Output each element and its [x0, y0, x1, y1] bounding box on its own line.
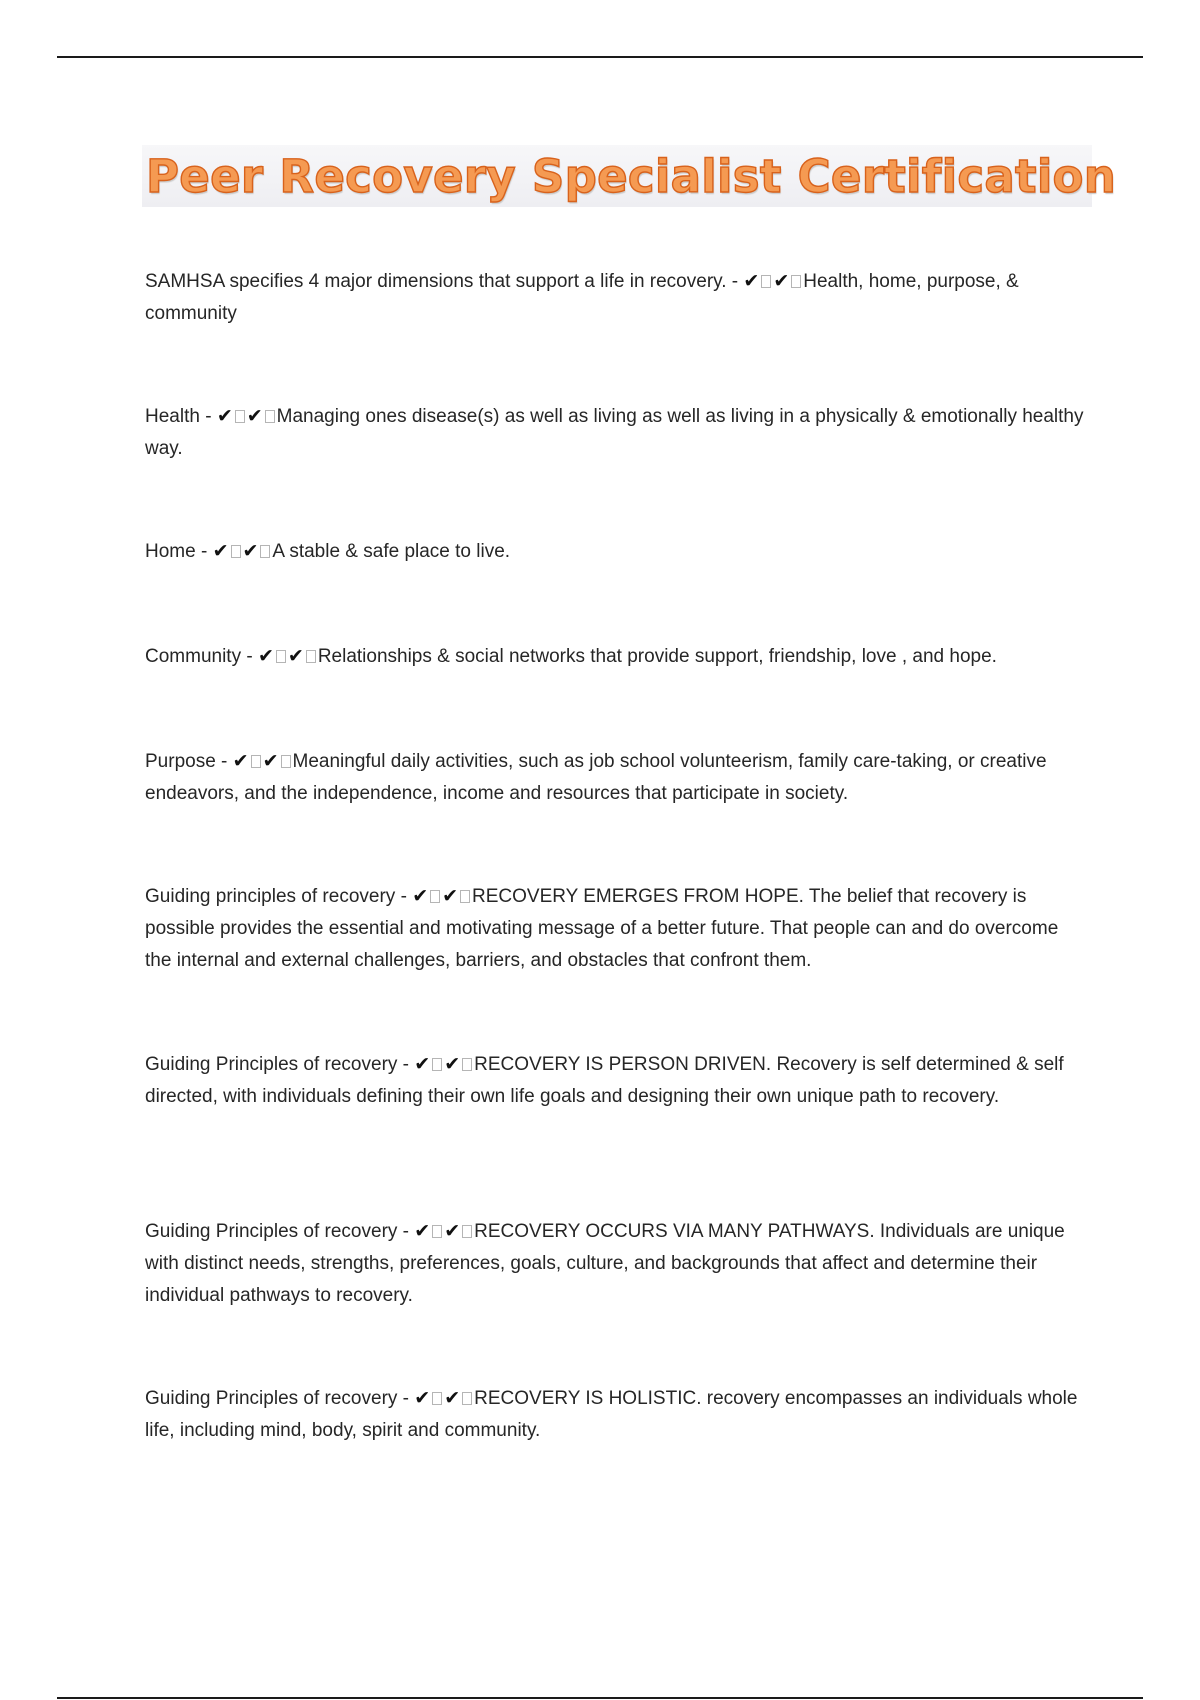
qa-term: Health: [145, 406, 200, 427]
qa-separator: -: [397, 1388, 415, 1409]
qa-separator: -: [397, 1221, 415, 1242]
qa-separator: -: [215, 751, 233, 772]
bottom-rule: [57, 1697, 1143, 1699]
box-icon: [761, 275, 771, 288]
check-icon: ✔: [444, 1220, 461, 1242]
check-icon: ✔: [412, 885, 429, 907]
qa-item: [145, 640, 1085, 673]
box-icon: [276, 650, 286, 663]
box-icon: [251, 755, 261, 768]
qa-item: [145, 745, 1085, 810]
qa-answer: RECOVERY EMERGES FROM HOPE. The belief that recovery is possible provides the essential and motivating message of a better future. That people can and do overcome the internal and external challenges, barriers, and obstacles that confront them.: [145, 886, 1059, 971]
check-icon: ✔: [287, 645, 304, 667]
box-icon: [265, 410, 275, 423]
qa-separator: -: [241, 646, 258, 667]
qa-separator: -: [395, 886, 413, 907]
qa-term: Guiding Principles of recovery: [145, 1054, 398, 1075]
check-icon: ✔: [242, 540, 259, 562]
box-icon: [462, 1225, 472, 1238]
check-icon: ✔: [262, 750, 279, 772]
box-icon: [306, 650, 316, 663]
check-icon: ✔: [216, 405, 233, 427]
qa-term: SAMHSA specifies 4 major dimensions that support a life in recovery.: [145, 271, 727, 292]
qa-separator: -: [397, 1054, 415, 1075]
qa-term: Purpose: [145, 751, 216, 772]
check-icon: ✔: [212, 540, 229, 562]
box-icon: [432, 1058, 442, 1071]
box-icon: [235, 410, 245, 423]
qa-answer: A stable & safe place to live.: [272, 541, 511, 562]
top-rule: [57, 56, 1143, 58]
qa-term: Guiding principles of recovery: [145, 886, 396, 907]
qa-term: Guiding Principles of recovery: [145, 1221, 398, 1242]
document-title: Peer Recovery Specialist Certification: [146, 149, 1117, 203]
check-icon: ✔: [414, 1387, 431, 1409]
qa-separator: -: [726, 271, 744, 292]
qa-separator: -: [199, 406, 217, 427]
qa-answer: Health, home, purpose, & community: [145, 271, 1019, 324]
check-icon: ✔: [414, 1053, 431, 1075]
qa-answer: RECOVERY IS HOLISTIC. recovery encompasses an individuals whole life, including mind, body, spirit and community.: [145, 1388, 1078, 1441]
check-icon: ✔: [444, 1387, 461, 1409]
qa-term: Community: [145, 646, 242, 667]
check-icon: ✔: [414, 1220, 431, 1242]
qa-item: [145, 1048, 1085, 1113]
qa-item: [145, 535, 1085, 568]
check-icon: ✔: [743, 270, 760, 292]
qa-answer: Meaningful daily activities, such as job school volunteerism, family care-taking, or creative endeavors, and the independence, income and resources that participate in society.: [145, 751, 1047, 804]
qa-item: [145, 880, 1085, 977]
box-icon: [231, 545, 241, 558]
box-icon: [432, 1392, 442, 1405]
qa-answer: Relationships & social networks that provide support, friendship, love , and hope.: [317, 646, 997, 667]
qa-item: [145, 265, 1085, 330]
check-icon: ✔: [444, 1053, 461, 1075]
box-icon: [462, 1058, 472, 1071]
check-icon: ✔: [257, 645, 274, 667]
title-banner: [142, 145, 1117, 207]
qa-term: Home: [145, 541, 196, 562]
box-icon: [430, 890, 440, 903]
qa-separator: -: [195, 541, 213, 562]
check-icon: ✔: [232, 750, 249, 772]
qa-answer: Managing ones disease(s) as well as living as well as living in a physically & emotionally healthy way.: [145, 406, 1084, 459]
box-icon: [432, 1225, 442, 1238]
box-icon: [462, 1392, 472, 1405]
box-icon: [260, 545, 270, 558]
check-icon: ✔: [773, 270, 790, 292]
qa-item: [145, 1215, 1085, 1312]
check-icon: ✔: [246, 405, 263, 427]
qa-term: Guiding Principles of recovery: [145, 1388, 398, 1409]
box-icon: [791, 275, 801, 288]
check-icon: ✔: [442, 885, 459, 907]
box-icon: [460, 890, 470, 903]
box-icon: [281, 755, 291, 768]
qa-answer: RECOVERY OCCURS VIA MANY PATHWAYS. Individuals are unique with distinct needs, strengths, preferences, goals, culture, and backgrounds that affect and determine their individual pathways to recovery.: [145, 1221, 1065, 1306]
qa-item: [145, 1382, 1085, 1447]
qa-answer: RECOVERY IS PERSON DRIVEN. Recovery is self determined & self directed, with individuals defining their own life goals and designing their own unique path to recovery.: [145, 1054, 1064, 1107]
qa-item: [145, 400, 1085, 465]
